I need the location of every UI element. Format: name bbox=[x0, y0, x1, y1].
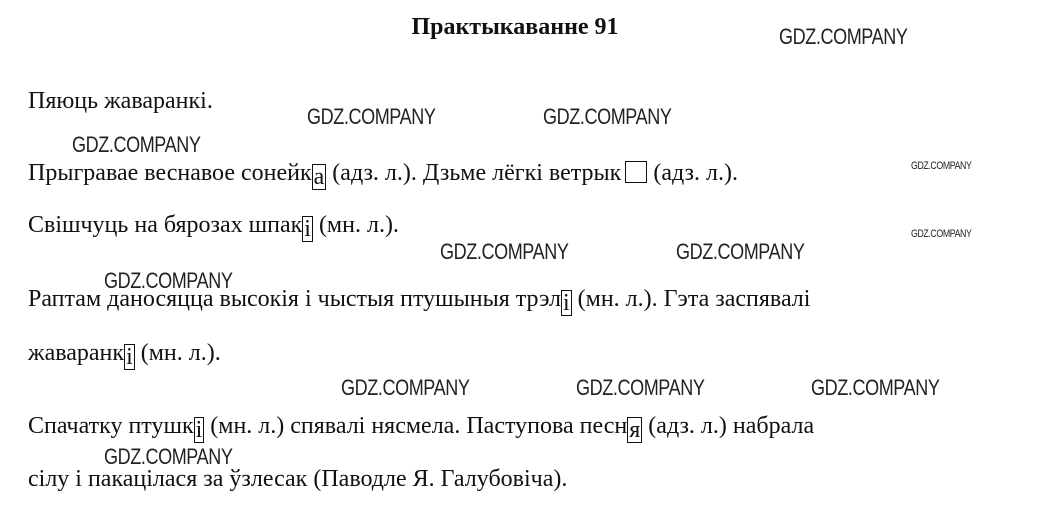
watermark: GDZ.COMPANY bbox=[911, 160, 972, 172]
watermark: GDZ.COMPANY bbox=[576, 375, 705, 400]
watermark: GDZ.COMPANY bbox=[811, 375, 940, 400]
text-fragment: (адз. л.) набрала bbox=[642, 413, 815, 439]
watermark: GDZ.COMPANY bbox=[104, 444, 233, 469]
watermark: GDZ.COMPANY bbox=[911, 228, 972, 240]
watermark: GDZ.COMPANY bbox=[341, 375, 470, 400]
watermark: GDZ.COMPANY bbox=[104, 268, 233, 293]
watermark: GDZ.COMPANY bbox=[72, 132, 201, 157]
text-fragment: (адз. л.). Дзьме лёгкі ветрык bbox=[326, 160, 622, 186]
text-fragment: Прыгравае веснавое сонейк bbox=[28, 160, 312, 186]
text-fragment: (мн. л.) спявалі нясмела. Паступова песн bbox=[204, 413, 628, 439]
watermark: GDZ.COMPANY bbox=[440, 239, 569, 264]
text-fragment: (адз. л.). bbox=[647, 160, 738, 186]
watermark: GDZ.COMPANY bbox=[779, 24, 908, 49]
text-fragment: Спачатку птушк bbox=[28, 413, 194, 439]
text-line-5 bbox=[28, 340, 221, 370]
watermark: GDZ.COMPANY bbox=[307, 104, 436, 129]
text-line-6 bbox=[28, 413, 814, 443]
answer-box: і bbox=[304, 216, 311, 242]
answer-box: я bbox=[629, 417, 641, 443]
text-fragment: Раптам даносяцца высокія і чыстыя птушыныя трэл bbox=[28, 286, 561, 312]
page-title: Практыкаванне 91 bbox=[411, 14, 619, 40]
text-fragment: жаваранк bbox=[28, 340, 125, 366]
answer-box: і bbox=[126, 344, 133, 370]
answer-box: і bbox=[562, 290, 570, 316]
watermark: GDZ.COMPANY bbox=[676, 239, 805, 264]
empty-answer-box bbox=[625, 161, 647, 183]
text-line-2 bbox=[28, 160, 738, 190]
answer-box: а bbox=[313, 164, 325, 190]
text-line-7: сілу і пакацілася за ўзлесак (Паводле Я. Галубовіча). bbox=[28, 466, 568, 492]
text-line-1: Пяюць жаваранкі. bbox=[28, 88, 213, 114]
text-fragment: (мн. л.). Гэта заспявалі bbox=[571, 286, 811, 312]
text-fragment: (мн. л.). bbox=[134, 340, 221, 366]
text-fragment: Свішчуць на бярозах шпак bbox=[28, 212, 303, 238]
answer-box: і bbox=[195, 417, 203, 443]
watermark: GDZ.COMPANY bbox=[543, 104, 672, 129]
text-line-3 bbox=[28, 212, 399, 242]
text-fragment: (мн. л.). bbox=[312, 212, 399, 238]
